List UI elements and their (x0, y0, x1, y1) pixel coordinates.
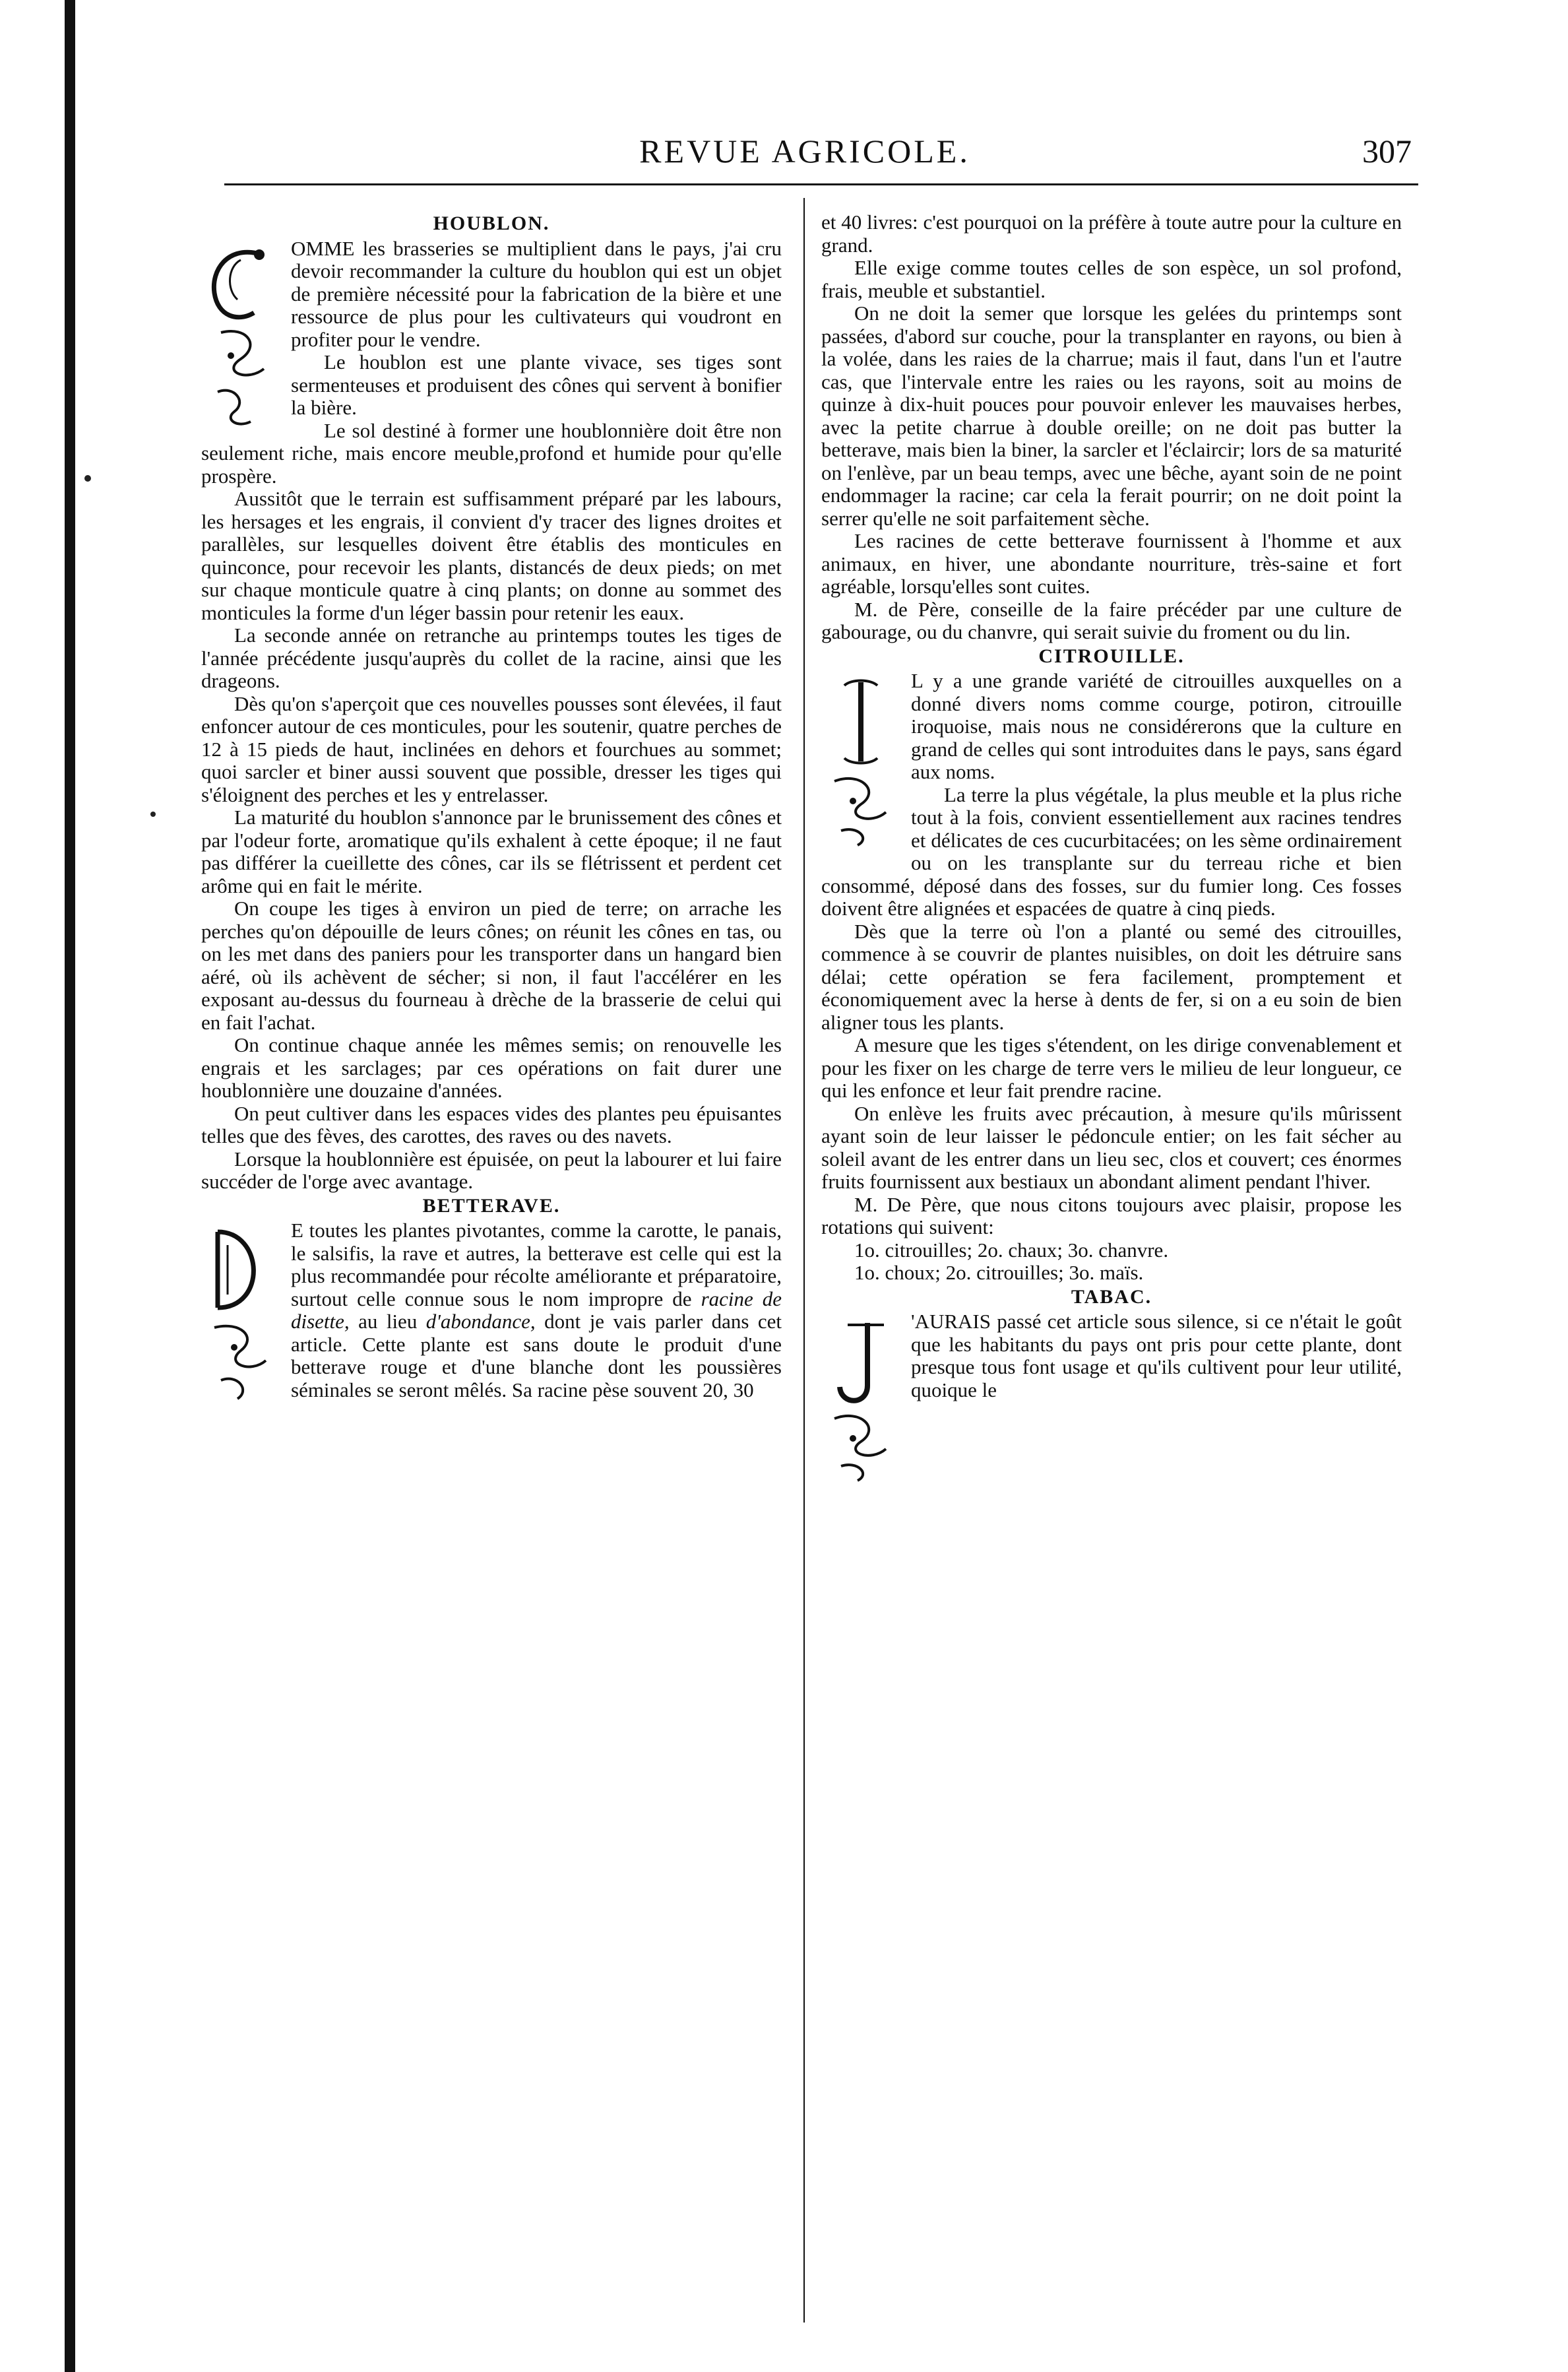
text-span: E toutes les plantes pivotantes, comme la carotte, le panais, le salsifis, la rave et autres, la betterave est celle qui est la plus recommandée pour récolte améliorante et préparatoire, surtout celle connue sous le nom impropre de (291, 1219, 782, 1310)
paragraph: Le sol destiné à former une houblonnière doit être non seulement riche, mais encore meuble,profond et humide pour qu'elle prospère. (201, 418, 782, 488)
paragraph: Dès qu'on s'aperçoit que ces nouvelles pousses sont élevées, il faut enfoncer autour de ces monticules, pour les soutenir, quatre perches de 12 à 15 pieds de haut, inclinées en dehors et fourchues au sommet; quoi sarcler et biner aussi souvent que possible, dresser les tiges qui s'éloignent des perches et les y entrelasser. (201, 691, 782, 806)
ornamental-initial-d (201, 1222, 279, 1407)
italic-term: racine de disette, (291, 1287, 782, 1333)
running-title: REVUE AGRICOLE. (639, 133, 970, 170)
text-span: au lieu (358, 1310, 418, 1333)
paragraph: A mesure que les tiges s'étendent, on les dirige convenablement et pour les fixer on les charge de terre vers le milieu de leur longueur, ce qui les enfonce et leur fait prendre racine. (821, 1033, 1402, 1102)
rotation-line: 1o. citrouilles; 2o. chaux; 3o. chanvre. (854, 1238, 1169, 1262)
page-header (198, 112, 1412, 172)
paragraph: Le houblon est une plante vivace, ses tiges sont sermenteuses et produisent des cônes qui servent à bonifier la bière. (291, 350, 782, 419)
paragraph: La maturité du houblon s'annonce par le brunissement des cônes et par l'odeur forte, aromatique qu'ils exhalent à cette époque; il ne faut pas différer la cueillette des cônes, car ils se flétrissent et perdent cet arôme qui en fait le mérite. (201, 806, 782, 897)
paragraph: On peut cultiver dans les espaces vides des plantes peu épuisantes telles que des fèves, des carottes, des raves ou des navets. (201, 1101, 782, 1147)
section-title-tabac: TABAC. (1071, 1285, 1152, 1308)
section-title-houblon: HOUBLON. (433, 212, 550, 234)
scan-speck (150, 812, 156, 817)
paragraph: On ne doit la semer que lorsque les gelées du printemps sont passées, d'abord sur couche, pour la transplanter en rayons, ou bien à la volée, dans les raies de la charrue; mais il faut, dans l'un et l'autre cas, que l'intervale entre les raies ou les rayons, soit au moins de quinze à dix-huit pouces pour pouvoir enlever les mauvaises herbes, avec la petite charrue à double oreille; on ne doit pas butter la betterave, mais bien la biner, la sarcler et l'éclaircir; lors de sa maturité on l'enlève, par un beau temps, avec une bêche, ayant soin de ne point endommager la racine; car cela la ferait pourrir; on ne doit point la serrer qu'elle ne soit parfaitement sèche. (821, 302, 1402, 530)
paragraph: Dès que la terre où l'on a planté ou semé des citrouilles, commence à se couvrir de plantes nuisibles, on doit les détruire sans délai; cette opération se fera facilement, promptement et économiquement avec la herse à dents de fer, si on a eu soin de bien aligner tous les plants. (821, 919, 1402, 1034)
paragraph-betterave-intro (201, 1219, 782, 1401)
right-column (821, 211, 1402, 1487)
paragraph: L y a une grande variété de citrouilles auxquelles on a donné divers noms comme courge, potiron, citrouille iroquoise, mais nous ne considérerons que la culture en grand de celles qui sont introduites dans le pays, sans égard aux noms. (911, 669, 1402, 783)
section-title-betterave: BETTERAVE. (422, 1194, 561, 1217)
ornament-d-icon (201, 1222, 279, 1407)
italic-term: d'abondance, (425, 1310, 536, 1333)
scan-speck (84, 475, 91, 482)
paragraph: On enlève les fruits avec précaution, à mesure qu'ils mûrissent ayant soin de leur laisser le pédoncule entier; on les fait sécher au soleil avant de les entrer dans un lieu sec, clos et couvert; ces énormes fruits fournissent aux bestiaux un abondant aliment pendant l'hiver. (821, 1101, 1402, 1193)
paragraph: Les racines de cette betterave fournissent à l'homme et aux animaux, en hiver, une abondante nourriture, très-saine et fort agréable, lorsqu'elles sont cuites. (821, 529, 1402, 598)
section-title-citrouille: CITROUILLE. (1038, 645, 1185, 667)
paragraph: Aussitôt que le terrain est suffisamment préparé par les labours, les hersages et les engrais, il convient d'y tracer des lignes droites et parallèles, sur lesquelles doivent être établis des monticules en quinconce, pour recevoir les plants, distancés de deux pieds; on met sur chaque monticule quatre à cinq plants; on donne au sommet des monticules la forme d'un léger bassin pour retenir les eaux. (201, 487, 782, 624)
paragraph: Elle exige comme toutes celles de son espèce, un sol profond, frais, meuble et substantiel. (821, 256, 1402, 302)
left-column (201, 211, 782, 1409)
paragraph: OMME les brasseries se multiplient dans le pays, j'ai cru devoir recommander la culture du houblon qui est un objet de première nécessité pour la fabrication de la bière et une ressource de plus pour les cultivateurs qui voudront en profiter pour le vendre. (291, 236, 782, 351)
rotation-line: 1o. choux; 2o. citrouilles; 3o. maïs. (854, 1261, 1144, 1284)
paragraph: et 40 livres: c'est pourquoi on la préfère à toute autre pour la culture en grand. (821, 210, 1402, 257)
paragraph: On coupe les tiges à environ un pied de terre; on arrache les perches qu'on dépouille de leurs cônes; on réunit les cônes en tas, ou on les met dans des paniers pour les transporter dans un hangard bien aéré, où ils achèvent de sécher; si non, il faut l'accélérer en les exposant au-dessus du fourneau à drèche de la brasserie de celui qui en fait l'achat. (201, 897, 782, 1034)
page-number: 307 (1362, 133, 1412, 170)
ornament-i-icon (821, 672, 899, 850)
ornamental-initial-i (821, 672, 899, 850)
header-rule (224, 183, 1418, 185)
ornament-c-icon (201, 240, 279, 438)
paragraph: La terre la plus végétale, la plus meuble et la plus riche tout à la fois, convient essentiellement aux racines tendres et délicates de ces cucurbitacées; on les sème ordinairement ou on les transplante sur du terreau riche et bien consommé, déposé dans des fosses, sur du fumier long. Ces fosses doivent être alignées et espacées de quatre à cinq pieds. (821, 783, 1402, 920)
text-span: dont je vais parler dans cet article. Cette plante est sans doute le produit d'une betterave rouge et d'une blanche dont les poussières séminales se seront mêlés. Sa racine pèse souvent 20, 30 (291, 1310, 782, 1401)
paragraph: La seconde année on retranche au printemps toutes les tiges de l'année précédente jusqu'auprès du collet de la racine, ainsi que les drageons. (201, 624, 782, 692)
paragraph: M. De Père, que nous citons toujours avec plaisir, propose les rotations qui suivent: (821, 1192, 1402, 1238)
paragraph: On continue chaque année les mêmes semis; on renouvelle les engrais et les sarclages; par ces opérations on fait durer une houblonnière une douzaine d'années. (201, 1033, 782, 1102)
paragraph: Lorsque la houblonnière est épuisée, on peut la labourer et lui faire succéder de l'orge avec avantage. (201, 1147, 782, 1193)
ornament-j-icon (821, 1313, 899, 1485)
binding-edge (65, 0, 75, 2372)
ornamental-initial-c (201, 240, 279, 438)
column-divider (803, 198, 805, 2323)
paragraph: M. de Père, conseille de la faire précéder par une culture de gabourage, ou du chanvre, qui serait suivie du froment ou du lin. (821, 597, 1402, 643)
paragraph: 'AURAIS passé cet article sous silence, si ce n'était le goût que les habitants du pays ont pris pour cette plante, dont presque tous font usage et qu'ils cultivent pour leur utilité, quoique le (911, 1310, 1402, 1401)
ornamental-initial-j (821, 1313, 899, 1485)
